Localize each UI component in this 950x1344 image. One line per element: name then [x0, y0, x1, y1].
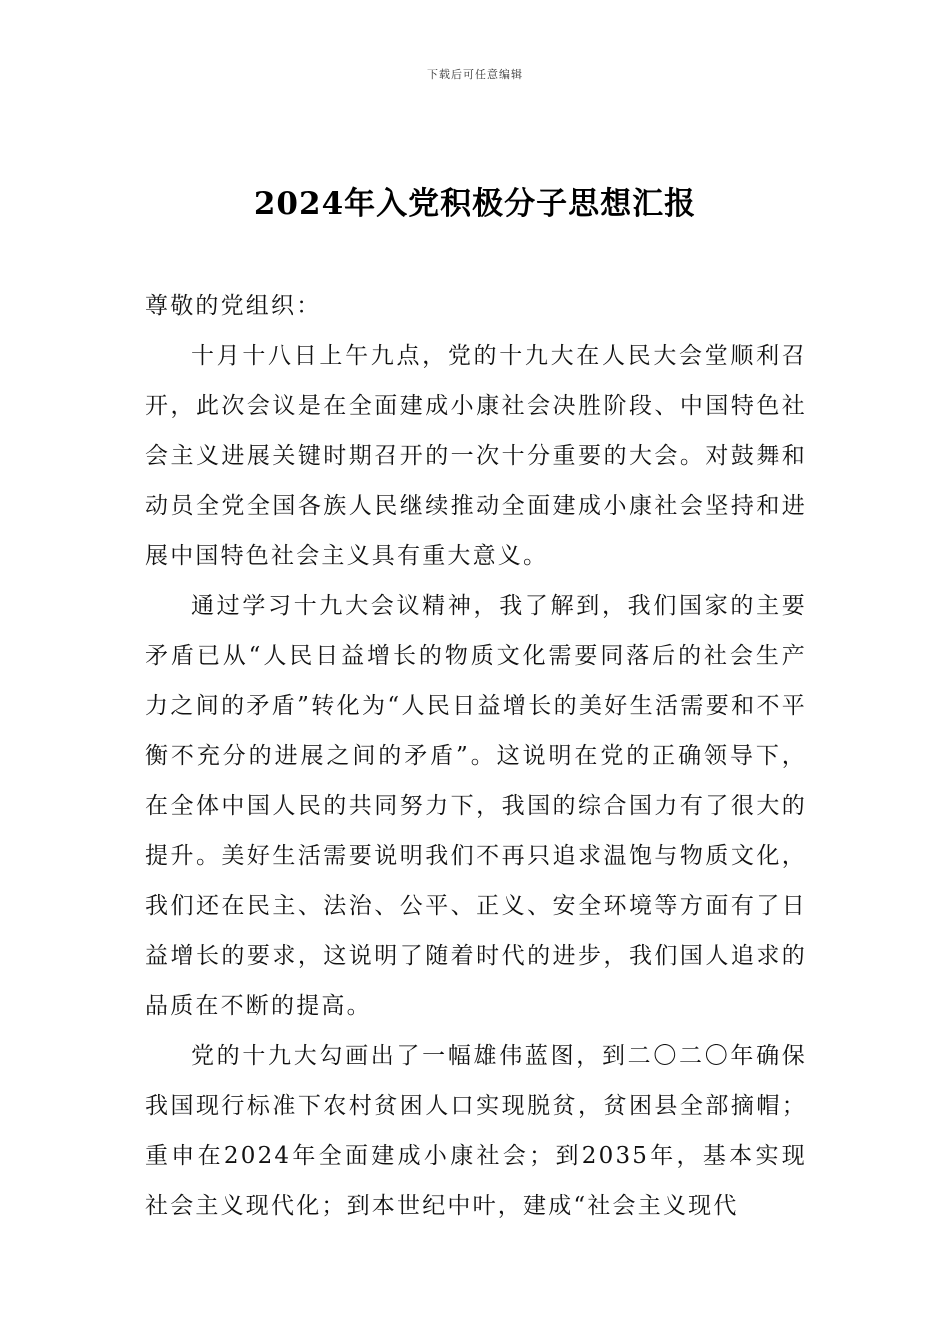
paragraph-2: 通过学习十九大会议精神，我了解到，我们国家的主要矛盾已从“人民日益增长的物质文化需要同落后的社会生产力之间的矛盾”转化为“人民日益增长的美好生活需要和不平衡不充分的进展之间的矛盾”。这说明在党的正确领导下，在全体中国人民的共同努力下，我国的综合国力有了很大的提升。美好生活需要说明我们不再只追求温饱与物质文化，我们还在民主、法治、公平、正义、安全环境等方面有了日益增长的要求，这说明了随着时代的进步，我们国人追求的品质在不断的提高。 — [145, 593, 807, 1019]
paragraph-3: 党的十九大勾画出了一幅雄伟蓝图，到二〇二〇年确保我国现行标准下农村贫困人口实现脱贫，贫困县全部摘帽；重申在2024年全面建成小康社会；到2035年，基本实现社会主义现代化；到本世纪中叶，建成“社会主义现代 — [145, 1043, 807, 1219]
header-note: 下载后可任意编辑 — [427, 68, 523, 81]
document-body — [145, 281, 807, 1231]
paragraph-1: 十月十八日上午九点，党的十九大在人民大会堂顺利召开，此次会议是在全面建成小康社会决胜阶段、中国特色社会主义进展关键时期召开的一次十分重要的大会。对鼓舞和动员全党全国各族人民继续推动全面建成小康社会坚持和进展中国特色社会主义具有重大意义。 — [145, 343, 807, 569]
salutation: 尊敬的党组织： — [145, 293, 322, 319]
document-title: 2024年入党积极分子思想汇报 — [253, 186, 697, 222]
